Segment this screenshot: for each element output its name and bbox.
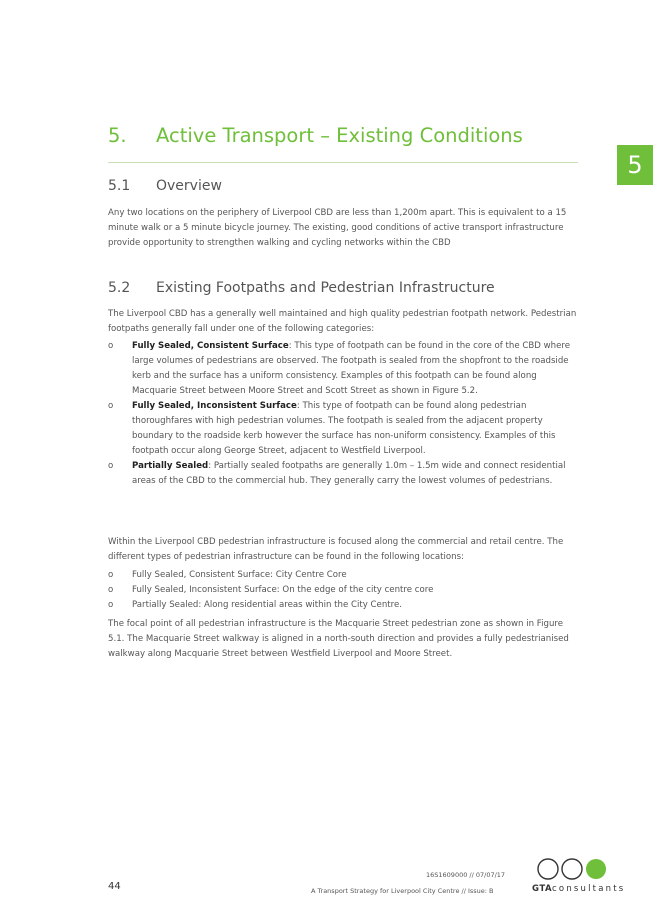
chapter-number: 5. <box>108 124 127 147</box>
logo-brand: GTA <box>532 884 553 894</box>
footpath-category-list <box>108 339 578 489</box>
bullet-marker: o <box>108 570 114 580</box>
list-item <box>108 399 578 459</box>
location-list <box>108 568 578 613</box>
section-title: Overview <box>156 178 222 194</box>
document-code: 16S1609000 // 07/07/17 <box>426 871 506 879</box>
section-number: 5.2 <box>108 280 131 296</box>
category-text: : This type of footpath can be found in the core of the CBD where large volumes of pedestrians are observed. The footpath is sealed from the shopfront to the roadside kerb and the surface has a uniform consistency. Examples of this footpath can be found along Macquarie Street between Moore Street and Scott Street as shown in Figure 5.2. <box>132 341 571 396</box>
section-title: Existing Footpaths and Pedestrian Infrastructure <box>156 280 495 296</box>
category-term: Fully Sealed, Consistent Surface <box>132 341 289 351</box>
category-term: Partially Sealed <box>132 461 209 471</box>
list-item <box>108 339 578 399</box>
logo-wordmark <box>532 884 625 894</box>
page-number: 44 <box>108 881 121 892</box>
bullet-marker: o <box>108 600 114 610</box>
location-text: Fully Sealed, Consistent Surface: City Centre Core <box>132 570 347 580</box>
section-number: 5.1 <box>108 178 131 194</box>
gta-logo-icon <box>536 856 610 882</box>
list-item <box>108 568 578 583</box>
section-heading-5-2 <box>108 280 578 296</box>
logo-ring-left <box>538 859 558 879</box>
logo-dot-green <box>586 859 606 879</box>
category-text: : This type of footpath can be found along pedestrian thoroughfares with high pedestrian volumes. The footpath is sealed from the adjacent property boundary to the roadside kerb however the surface has non-uniform consistency. Examples of this footpath occur along George Street, adjacent to Westfield Liverpool. <box>132 401 556 456</box>
infrastructure-paragraph: Within the Liverpool CBD pedestrian infrastructure is focused along the commercial and retail centre. The different types of pedestrian infrastructure can be found in the following locations: <box>108 537 564 562</box>
chapter-title: Active Transport – Existing Conditions <box>156 124 523 147</box>
bullet-marker: o <box>108 401 114 411</box>
list-item <box>108 459 578 489</box>
category-text: : Partially sealed footpaths are generally 1.0m – 1.5m wide and connect residential areas of the CBD to the commercial hub. They generally carry the lowest volumes of pedestrians. <box>132 461 566 486</box>
list-item <box>108 583 578 598</box>
logo-suffix: consultants <box>552 884 626 894</box>
bullet-marker: o <box>108 461 114 471</box>
overview-paragraph: Any two locations on the periphery of Liverpool CBD are less than 1,200m apart. This is equivalent to a 15 minute walk or a 5 minute bicycle journey. The existing, good conditions of active transport infrastructure provide opportunity to strengthen walking and cycling networks within the CBD <box>108 208 567 248</box>
location-text: Fully Sealed, Inconsistent Surface: On the edge of the city centre core <box>132 585 434 595</box>
document-title: A Transport Strategy for Liverpool City Centre // Issue: B <box>311 887 494 895</box>
logo-ring-middle <box>562 859 582 879</box>
list-item <box>108 598 578 613</box>
chapter-tab: 5 <box>617 145 653 185</box>
bullet-marker: o <box>108 341 114 351</box>
footpaths-intro-paragraph: The Liverpool CBD has a generally well maintained and high quality pedestrian footpath network. Pedestrian footpaths generally fall under one of the following categories: <box>108 309 577 334</box>
section-heading-5-1 <box>108 178 578 194</box>
chapter-heading <box>108 124 578 147</box>
heading-divider <box>108 162 578 163</box>
category-term: Fully Sealed, Inconsistent Surface <box>132 401 297 411</box>
focal-point-paragraph: The focal point of all pedestrian infrastructure is the Macquarie Street pedestrian zone as shown in Figure 5.1. The Macquarie Street walkway is aligned in a north-south direction and provides a fully pedestrianised walkway along Macquarie Street between Westfield Liverpool and Moore Street. <box>108 619 569 659</box>
location-text: Partially Sealed: Along residential areas within the City Centre. <box>132 600 403 610</box>
bullet-marker: o <box>108 585 114 595</box>
